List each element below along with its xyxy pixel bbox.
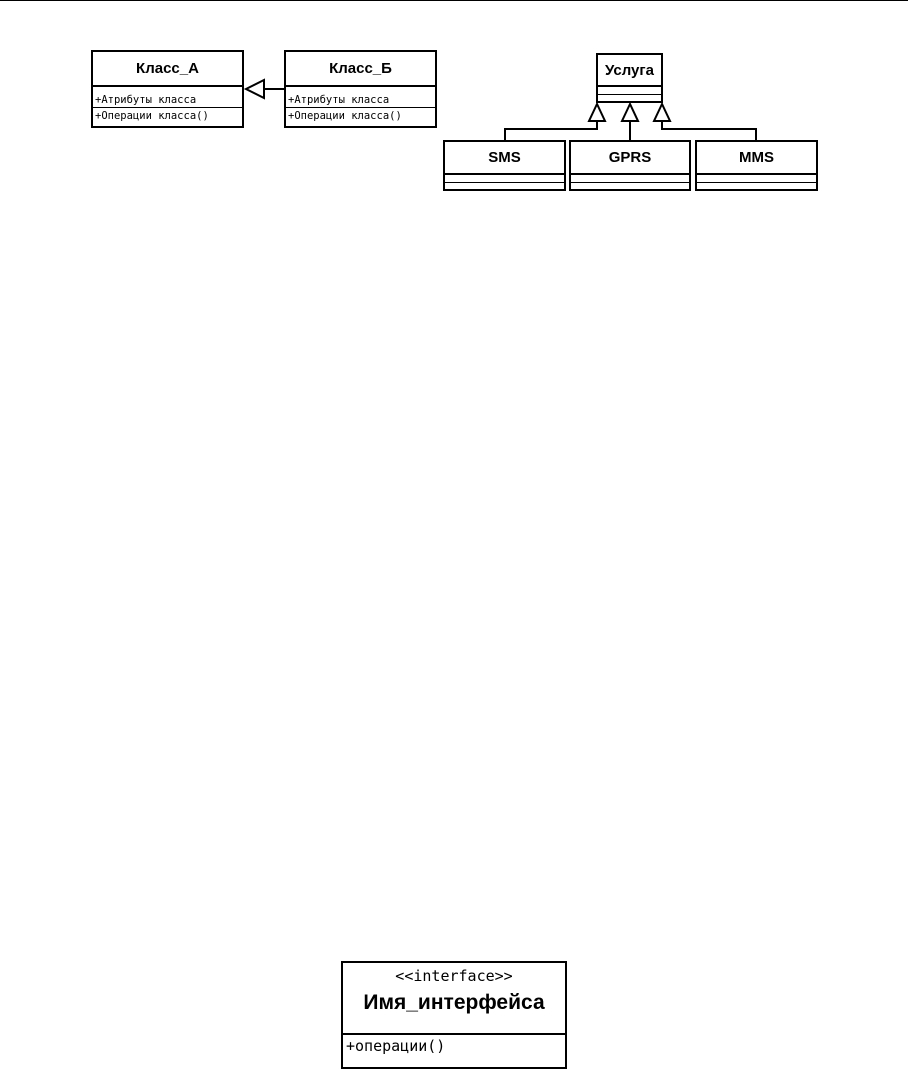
mms-generalization-arrow [654,104,670,121]
interface-name: Имя_интерфейса [343,983,565,1035]
mms-to-service-line [662,121,756,140]
interface-stereotype: <<interface>> [395,967,513,985]
sms-generalization-arrow [589,104,605,121]
sms-class-name: SMS [445,142,564,175]
interface-operations: +операции() [346,1037,446,1055]
gprs-class-name: GPRS [571,142,689,175]
interface-box [341,961,567,1069]
gprs-generalization-arrow [622,104,638,121]
sms-to-service-line [505,121,597,140]
class-a-name: Класс_А [93,52,242,87]
class-a-generalization-arrow [246,80,264,98]
class-a-operations: +Операции класса() [93,107,242,126]
mms-class-name: MMS [697,142,816,175]
class-a-attributes: +Атрибуты класса [95,94,197,106]
class-b-operations: +Операции класса() [286,107,435,126]
class-b-name: Класс_Б [286,52,435,87]
service-class-name: Услуга [598,55,661,87]
class-b-attributes: +Атрибуты класса [288,94,390,106]
